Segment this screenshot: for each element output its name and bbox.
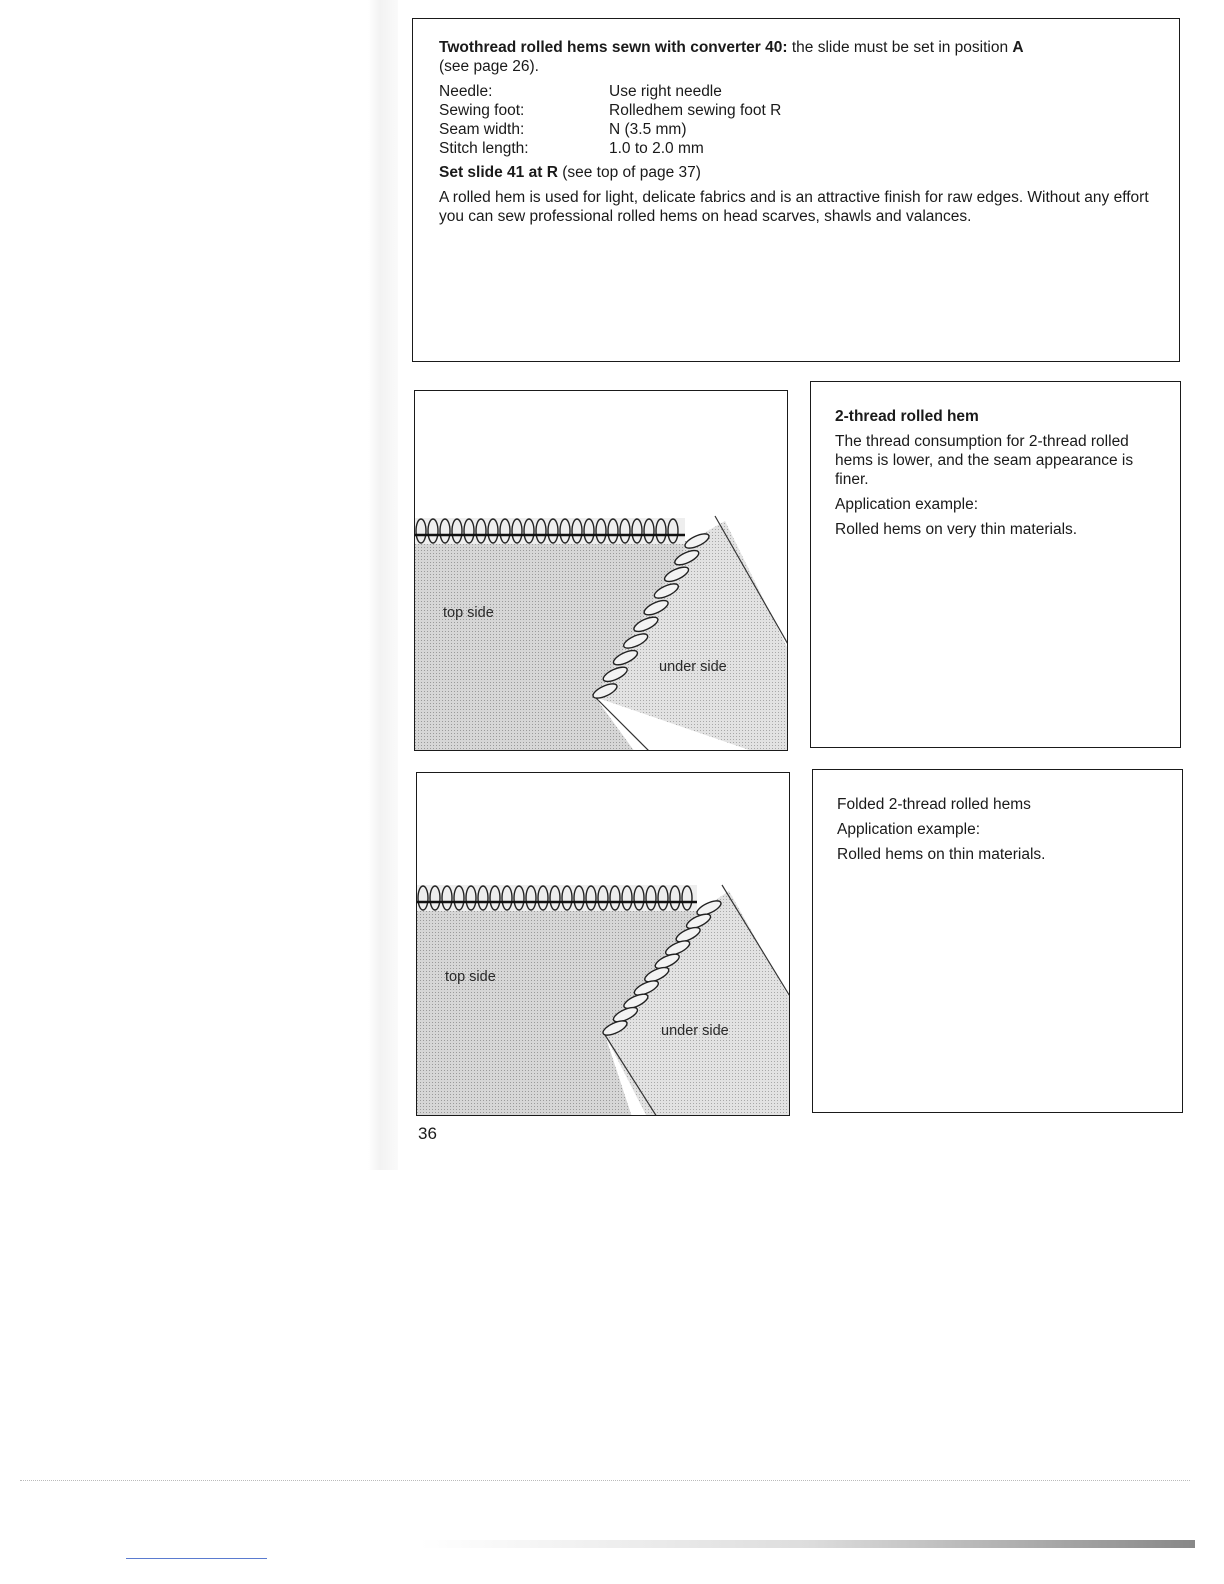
section-title: Folded 2-thread rolled hems: [837, 796, 1031, 813]
fabric-illustration: [417, 773, 790, 1116]
intro-heading: Twothread rolled hems sewn with converter 40: the slide must be set in position A (see page 26).: [439, 39, 1024, 75]
application-label: Application example:: [835, 495, 979, 513]
spec-table: [439, 83, 1153, 159]
spec-value: Rolledhem sewing foot R: [609, 101, 782, 119]
under-side-label: under side: [659, 659, 727, 675]
application-label: Application example:: [837, 820, 981, 838]
scan-rule: [20, 1480, 1190, 1481]
rolled-hem-description: [810, 381, 1181, 748]
intro-box: [412, 18, 1180, 362]
binding-shadow: [368, 0, 398, 1170]
spec-value: Use right needle: [609, 82, 722, 100]
spec-value: 1.0 to 2.0 mm: [609, 139, 704, 157]
fabric-illustration: [415, 391, 788, 751]
section-title: 2-thread rolled hem: [835, 408, 979, 425]
page-number: 36: [418, 1124, 437, 1143]
intro-description: A rolled hem is used for light, delicate fabrics and is an attractive finish for raw edges. Without any effort you can sew professional rolled hems on head scarves, shawls and valances.: [439, 189, 1149, 226]
spec-value: N (3.5 mm): [609, 120, 687, 138]
spec-label: Seam width:: [439, 120, 525, 138]
spec-label: Needle:: [439, 82, 493, 100]
under-side-label: under side: [661, 1023, 729, 1039]
application-text: Rolled hems on very thin materials.: [835, 520, 1078, 538]
section-body: The thread consumption for 2-thread rolled hems is lower, and the seam appearance is finer.: [835, 432, 1134, 488]
top-side-label: top side: [443, 605, 494, 621]
footer-line: [126, 1558, 267, 1559]
figure-rolled-hem: [414, 390, 788, 751]
figure-folded-rolled-hem: [416, 772, 790, 1116]
scan-edge-shade: [420, 1540, 1195, 1548]
folded-hem-description: [812, 769, 1183, 1113]
spec-label: Sewing foot:: [439, 101, 525, 119]
top-side-label: top side: [445, 969, 496, 985]
slide-instruction: Set slide 41 at R (see top of page 37): [439, 164, 701, 182]
application-text: Rolled hems on thin materials.: [837, 845, 1046, 863]
spec-label: Stitch length:: [439, 139, 529, 157]
